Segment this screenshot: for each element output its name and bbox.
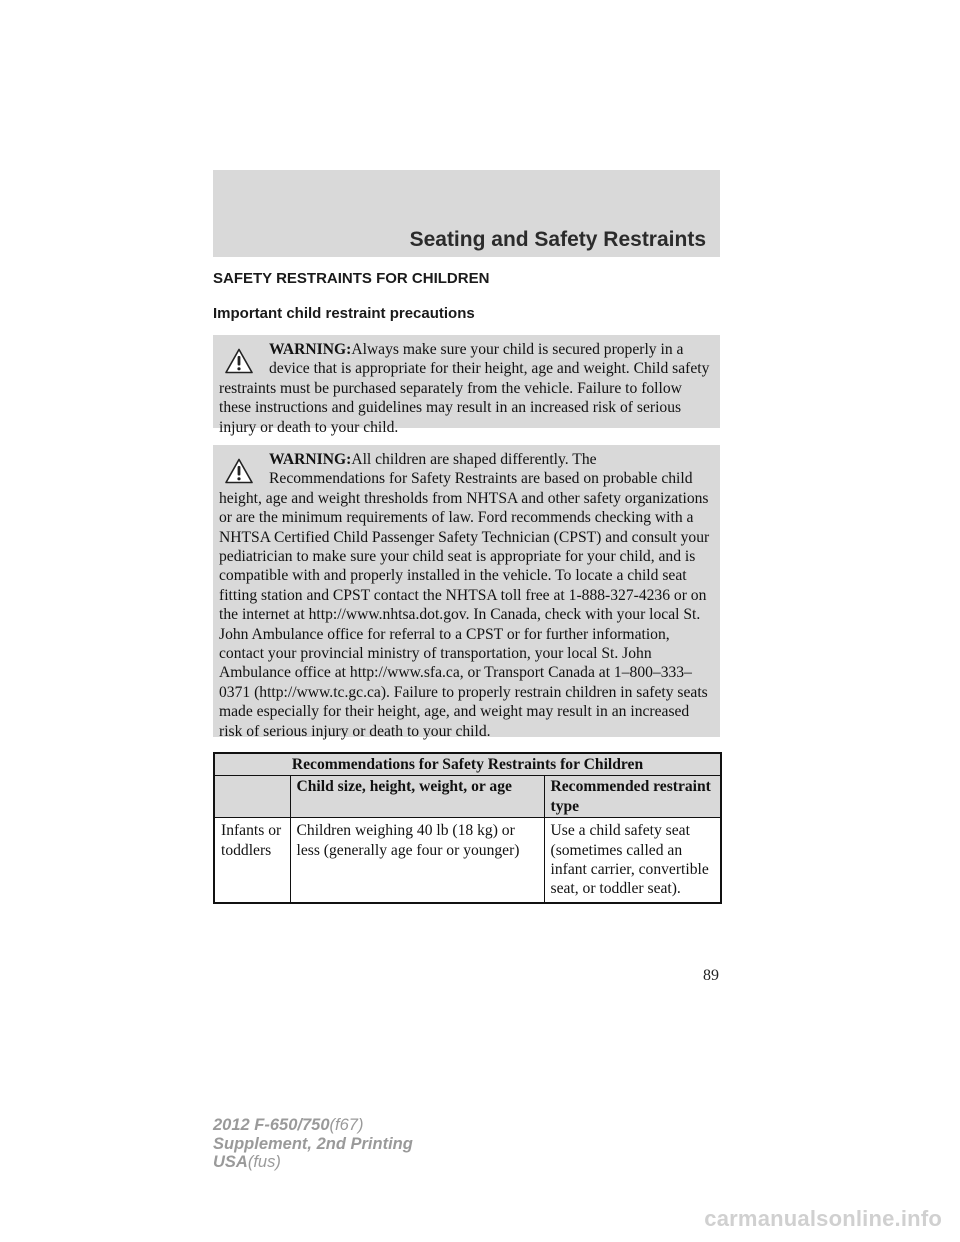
column-header-size: Child size, height, weight, or age [290,776,544,818]
table-row [214,818,721,903]
warning-box-2 [213,445,720,740]
warning-1-text [219,340,712,437]
header-title: Seating and Safety Restraints [409,228,706,251]
page-number: 89 [703,967,719,984]
footer-line-1 [213,1116,413,1135]
table-title: Recommendations for Safety Restraints for Children [214,753,721,776]
warning-1-label: WARNING: [269,341,352,358]
subsection-title: Important child restraint precautions [213,305,475,322]
cell-restraint: Use a child safety seat (sometimes called an infant carrier, convertible seat, or toddler seat). [544,818,721,903]
cell-category: Infants or toddlers [214,818,290,903]
footer-model: 2012 F-650/750 [213,1116,330,1134]
warning-2-body: All children are shaped differently. The Recommendations for Safety Restraints are based on probable child height, age and weight thresholds from NHTSA and other safety organizations or are the minimum requirements of law. Ford recommends checking with a NHTSA Certified Child Passenger Safety Technician (CPST) and consult your pediatrician to make sure your child seat is appropriate for your child, and is compatible with and properly installed in the vehicle. To locate a child seat fitting station and CPST contact the NHTSA toll free at 1-888-327-4236 or on the internet at http://www.nhtsa.dot.gov. In Canada, check with your local St. John Ambulance office for referral to a CPST or for further information, contact your provincial ministry of transportation, your local St. John Ambulance office at http://www.sfa.ca, or Transport Canada at 1–800–333–0371 (http://www.tc.gc.ca). Failure to properly restrain children in safety seats made especially for their height, age, and weight may result in an increased risk of serious injury or death to your child. [219,451,710,740]
footer-region-code: (fus) [247,1153,281,1171]
section-title: SAFETY RESTRAINTS FOR CHILDREN [213,270,490,287]
column-header-category [214,776,290,818]
footer-model-code: (f67) [329,1116,364,1134]
warning-triangle-icon [225,458,253,484]
footer-region: USA [213,1153,248,1171]
footer-line-2: Supplement, 2nd Printing [213,1134,413,1153]
recommendations-table [213,752,722,904]
cell-size: Children weighing 40 lb (18 kg) or less (generally age four or younger) [290,818,544,903]
warning-triangle-icon [225,348,253,374]
footer-line-3 [213,1153,413,1172]
column-header-restraint: Recommended restraint type [544,776,721,818]
watermark: carmanualsonline.info [704,1206,942,1231]
warning-2-text [219,450,712,741]
warning-2-label: WARNING: [269,451,352,468]
warning-box-1 [213,335,720,436]
footer [213,1116,413,1172]
warning-1-body: Always make sure your child is secured properly in a device that is appropriate for their height, age and weight. Child safety restraints must be purchased separately from the vehicle. Failure to follow these instructions and guidelines may result in an increased risk of serious injury or death to your child. [219,341,710,436]
header-band [213,170,720,257]
